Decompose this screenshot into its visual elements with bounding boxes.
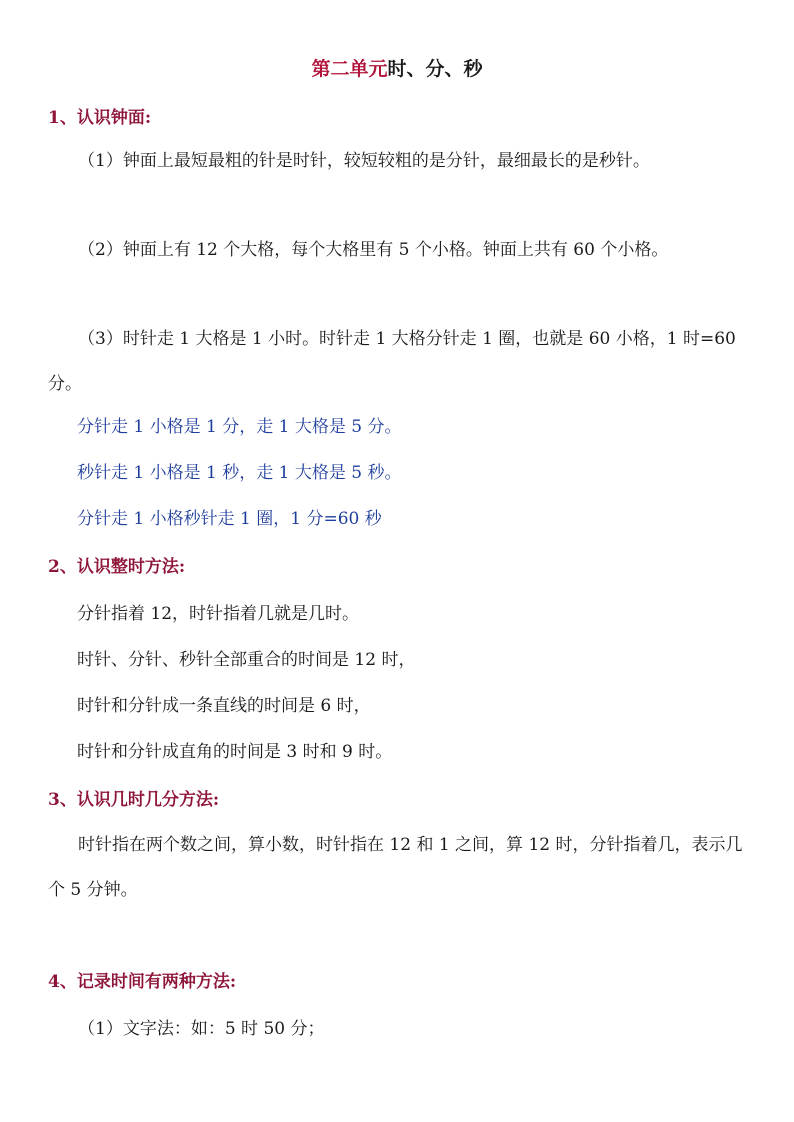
section-4-heading: 4、记录时间有两种方法: xyxy=(48,972,237,992)
section-1-paragraph-3: （3）时针走 1 大格是 1 小时。时针走 1 大格分针走 1 圈，也就是 60 小格，1 时=60 分。 xyxy=(48,329,736,394)
section-1-paragraph-1: （1）钟面上最短最粗的针是时针，较短较粗的是分针，最细最长的是秒针。 xyxy=(78,151,650,171)
title-unit: 第二单元 xyxy=(311,58,388,80)
section-1-note-3: 分针走 1 小格秒针走 1 圈，1 分=60 秒 xyxy=(77,509,382,529)
title-topic: 时、分、秒 xyxy=(387,58,483,80)
section-1-paragraph-2: （2）钟面上有 12 个大格，每个大格里有 5 个小格。钟面上共有 60 个小格。 xyxy=(78,240,669,260)
section-2-line-1: 分针指着 12，时针指着几就是几时。 xyxy=(77,604,360,624)
section-1-heading: 1、认识钟面: xyxy=(48,108,152,128)
section-1-note-1: 分针走 1 小格是 1 分，走 1 大格是 5 分。 xyxy=(77,417,402,437)
section-1-note-2: 秒针走 1 小格是 1 秒，走 1 大格是 5 秒。 xyxy=(77,463,402,483)
section-2-line-4: 时针和分针成直角的时间是 3 时和 9 时。 xyxy=(77,742,393,762)
section-2-heading: 2、认识整时方法: xyxy=(48,557,186,577)
page-title xyxy=(0,56,794,82)
section-3-paragraph-1: 时针指在两个数之间，算小数，时针指在 12 和 1 之间，算 12 时，分针指着几，表示几个 5 分钟。 xyxy=(48,835,743,900)
section-4-paragraph-1: （1）文字法：如：5 时 50 分； xyxy=(78,1019,325,1039)
section-2-line-3: 时针和分针成一条直线的时间是 6 时， xyxy=(77,696,371,716)
section-3-heading: 3、认识几时几分方法: xyxy=(48,790,220,810)
section-2-line-2: 时针、分针、秒针全部重合的时间是 12 时， xyxy=(77,650,416,670)
